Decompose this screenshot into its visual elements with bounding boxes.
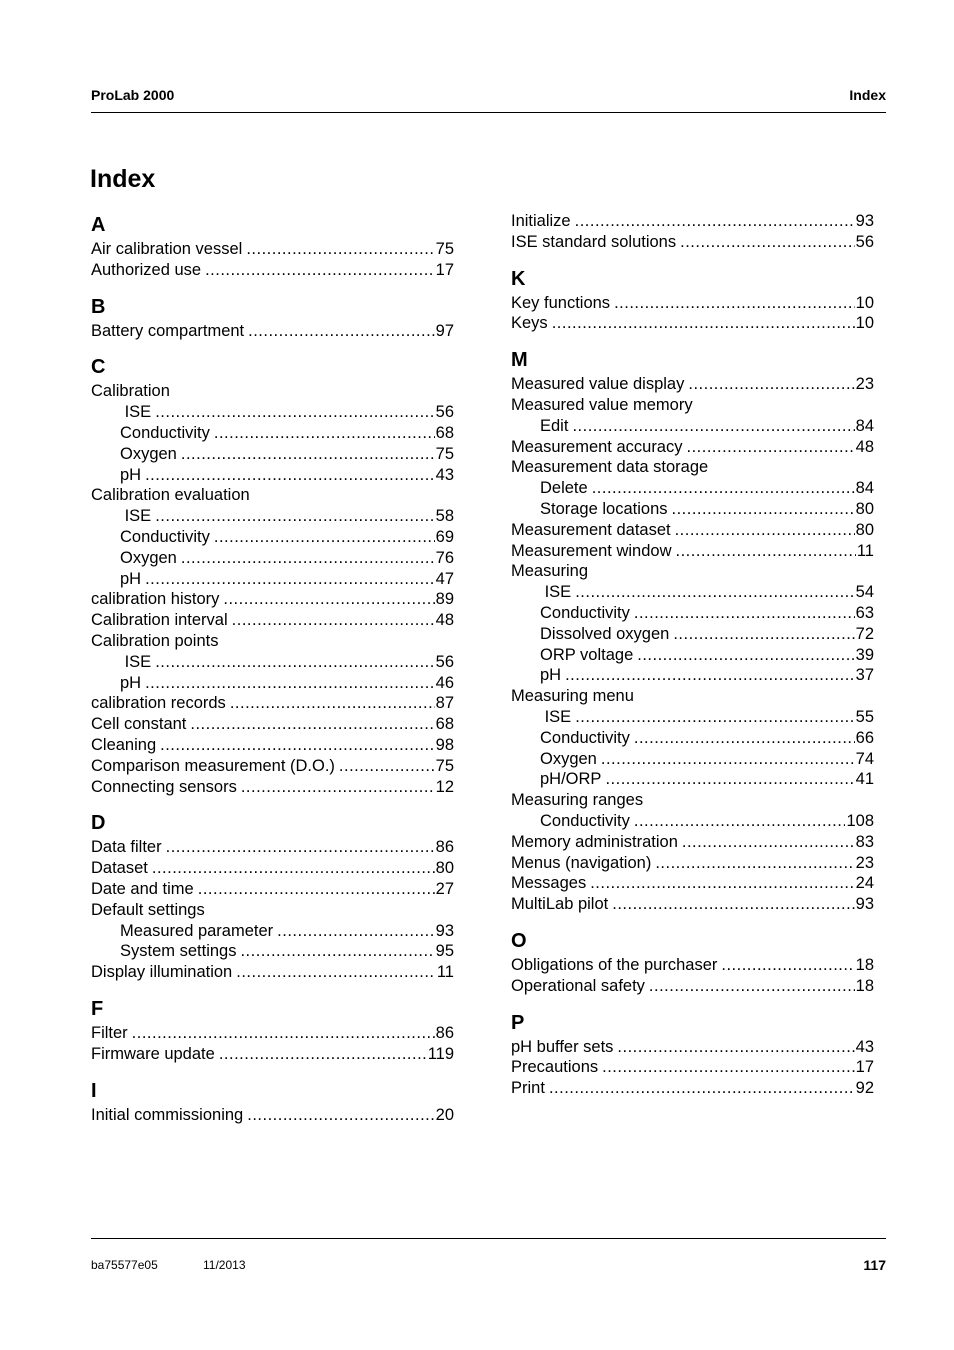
- index-entry: [91, 610, 454, 631]
- entry-term: Default settings: [91, 900, 205, 919]
- entry-page-number: 10: [855, 314, 874, 333]
- entry-page-number: 84: [855, 416, 874, 435]
- dot-leader: [673, 624, 854, 645]
- index-entry: [91, 858, 454, 879]
- dot-leader: [230, 693, 435, 714]
- entry-page-number: 72: [855, 624, 874, 643]
- entry-page-number: 108: [846, 811, 874, 830]
- entry-term: Initialize: [511, 212, 571, 230]
- index-entry: [511, 561, 874, 582]
- dot-leader: [181, 444, 435, 465]
- footer-rule: [91, 1238, 886, 1239]
- index-entry: [511, 1037, 874, 1058]
- dot-leader: [219, 1044, 427, 1065]
- entry-term: ISE: [540, 707, 572, 726]
- entry-term: Initial commissioning: [91, 1105, 244, 1124]
- index-entry: [511, 293, 874, 314]
- entry-term: ISE: [540, 583, 572, 602]
- footer-page-number: 117: [863, 1257, 886, 1273]
- index-entry: [511, 749, 874, 770]
- index-entry: [511, 1057, 874, 1078]
- entry-term: Display illumination: [91, 963, 233, 982]
- entry-term: pH: [120, 673, 142, 692]
- index-entry: [511, 457, 874, 478]
- entry-page-number: 69: [435, 527, 454, 546]
- entry-page-number: 27: [435, 879, 454, 898]
- entry-term: ORP voltage: [540, 645, 634, 664]
- entry-page-number: 20: [435, 1105, 454, 1124]
- entry-page-number: 17: [855, 1058, 874, 1077]
- entry-term: Menus (navigation): [511, 853, 652, 872]
- section-letter: M: [511, 349, 528, 372]
- entry-page-number: 10: [855, 293, 874, 312]
- dot-leader: [614, 293, 855, 314]
- dot-leader: [637, 645, 854, 666]
- dot-leader: [236, 962, 436, 983]
- index-entry: [511, 853, 874, 874]
- entry-page-number: 83: [855, 832, 874, 851]
- entry-page-number: 48: [435, 611, 454, 630]
- section-letter: D: [91, 812, 106, 835]
- entry-term: Precautions: [511, 1058, 599, 1077]
- dot-leader: [190, 714, 434, 735]
- entry-page-number: 92: [855, 1079, 874, 1098]
- header-product-name: ProLab 2000: [91, 87, 175, 103]
- index-entry: [91, 423, 454, 444]
- dot-leader: [145, 673, 435, 694]
- entry-term: MultiLab pilot: [511, 895, 609, 914]
- entry-page-number: 43: [855, 1037, 874, 1056]
- section-letter: O: [511, 929, 527, 952]
- entry-term: Measuring ranges: [511, 791, 644, 810]
- index-entry: [91, 1105, 454, 1126]
- index-entry: [511, 313, 874, 334]
- entry-page-number: 119: [427, 1044, 454, 1063]
- dot-leader: [688, 374, 854, 395]
- entry-term: Measurement dataset: [511, 520, 671, 539]
- entry-term: Data filter: [91, 838, 162, 857]
- index-entry: [91, 921, 454, 942]
- entry-term: Measured value memory: [511, 395, 693, 414]
- index-entry: [511, 541, 874, 562]
- index-entry: [91, 693, 454, 714]
- index-entry: [91, 589, 454, 610]
- entry-page-number: 47: [435, 569, 454, 588]
- entry-term: Cell constant: [91, 715, 187, 734]
- entry-page-number: 74: [855, 749, 874, 768]
- entry-term: calibration records: [91, 694, 226, 713]
- index-entry: [91, 900, 454, 921]
- entry-term: Conductivity: [120, 527, 210, 546]
- index-entry: [511, 645, 874, 666]
- entry-page-number: 68: [435, 423, 454, 442]
- dot-leader: [634, 811, 846, 832]
- entry-term: Calibration interval: [91, 611, 228, 630]
- index-column-left: [91, 211, 454, 1137]
- entry-page-number: 93: [855, 212, 874, 230]
- dot-leader: [155, 402, 434, 423]
- dot-leader: [246, 239, 434, 260]
- index-section: [91, 995, 454, 1065]
- entry-page-number: 58: [435, 507, 454, 526]
- header-section-name: Index: [849, 87, 886, 103]
- entry-page-number: 66: [855, 728, 874, 747]
- entry-page-number: 93: [435, 921, 454, 940]
- index-entry: [91, 548, 454, 569]
- section-letter: K: [511, 267, 526, 290]
- entry-page-number: 24: [855, 874, 874, 893]
- entry-page-number: 75: [435, 756, 454, 775]
- dot-leader: [205, 260, 435, 281]
- index-entry: [511, 478, 874, 499]
- dot-leader: [590, 873, 854, 894]
- entry-page-number: 43: [435, 465, 454, 484]
- index-entry: [91, 465, 454, 486]
- index-entry: [91, 239, 454, 260]
- entry-term: ISE: [120, 403, 152, 422]
- index-entry: [511, 790, 874, 811]
- index-column-right: [511, 211, 874, 1111]
- dot-leader: [721, 955, 854, 976]
- page-title: Index: [90, 165, 156, 193]
- entry-term: Messages: [511, 874, 587, 893]
- entry-page-number: 48: [855, 437, 874, 456]
- section-letter: C: [91, 356, 106, 379]
- dot-leader: [605, 769, 854, 790]
- entry-term: Key functions: [511, 293, 611, 312]
- entry-term: Measuring: [511, 562, 589, 581]
- entry-page-number: 23: [855, 375, 874, 394]
- entry-term: Print: [511, 1079, 545, 1098]
- index-entry: [511, 437, 874, 458]
- section-letter: P: [511, 1011, 525, 1034]
- dot-leader: [339, 756, 435, 777]
- index-entry: [91, 569, 454, 590]
- index-entry: [511, 894, 874, 915]
- dot-leader: [223, 589, 434, 610]
- index-section: [511, 346, 874, 915]
- entry-term: Keys: [511, 314, 548, 333]
- index-entry: [511, 769, 874, 790]
- index-entry: [511, 499, 874, 520]
- entry-page-number: 97: [435, 321, 454, 340]
- entry-term: Cleaning: [91, 735, 157, 754]
- index-entry: [511, 707, 874, 728]
- dot-leader: [634, 728, 855, 749]
- dot-leader: [248, 321, 435, 342]
- entry-page-number: 86: [435, 838, 454, 857]
- dot-leader: [592, 478, 855, 499]
- entry-term: Measured parameter: [120, 921, 274, 940]
- entry-term: Authorized use: [91, 260, 202, 279]
- entry-term: pH: [540, 666, 562, 685]
- dot-leader: [676, 541, 856, 562]
- index-section: [511, 927, 874, 997]
- entry-page-number: 86: [435, 1023, 454, 1042]
- entry-term: Measurement window: [511, 541, 672, 560]
- dot-leader: [575, 582, 854, 603]
- entry-term: Delete: [540, 479, 588, 498]
- entry-term: Obligations of the purchaser: [511, 955, 718, 974]
- entry-page-number: 56: [855, 232, 874, 251]
- entry-page-number: 75: [435, 240, 454, 258]
- index-entry: [511, 211, 874, 232]
- dot-leader: [601, 749, 855, 770]
- dot-leader: [152, 858, 435, 879]
- entry-term: ISE standard solutions: [511, 232, 677, 251]
- section-letter: A: [91, 214, 106, 236]
- index-entry: [91, 1044, 454, 1065]
- dot-leader: [634, 603, 855, 624]
- entry-page-number: 11: [856, 541, 874, 560]
- index-entry: [91, 402, 454, 423]
- index-entry: [91, 381, 454, 402]
- entry-term: Date and time: [91, 879, 194, 898]
- entry-page-number: 56: [435, 403, 454, 422]
- dot-leader: [572, 416, 854, 437]
- index-entry: [91, 735, 454, 756]
- index-section: [91, 211, 454, 281]
- index-entry: [511, 686, 874, 707]
- entry-page-number: 12: [435, 777, 454, 796]
- entry-term: Conductivity: [540, 811, 630, 830]
- entry-term: Measurement data storage: [511, 458, 709, 477]
- dot-leader: [612, 894, 854, 915]
- dot-leader: [602, 1057, 855, 1078]
- entry-term: Measuring menu: [511, 687, 634, 706]
- index-entry: [511, 416, 874, 437]
- entry-page-number: 39: [855, 645, 874, 664]
- dot-leader: [649, 976, 855, 997]
- index-entry: [511, 1078, 874, 1099]
- entry-page-number: 89: [435, 590, 454, 609]
- entry-page-number: 84: [855, 479, 874, 498]
- entry-page-number: 55: [855, 707, 874, 726]
- dot-leader: [155, 506, 434, 527]
- index-section: [91, 293, 454, 342]
- entry-term: pH/ORP: [540, 770, 602, 789]
- index-entry: [91, 941, 454, 962]
- entry-term: Battery compartment: [91, 321, 245, 340]
- dot-leader: [277, 921, 434, 942]
- section-letter: I: [91, 1079, 97, 1102]
- dot-leader: [655, 853, 854, 874]
- entry-page-number: 75: [435, 444, 454, 463]
- entry-term: System settings: [120, 942, 237, 961]
- section-letter: F: [91, 997, 104, 1020]
- dot-leader: [198, 879, 435, 900]
- entry-term: Measured value display: [511, 375, 685, 394]
- dot-leader: [145, 569, 435, 590]
- index-entry: [511, 976, 874, 997]
- entry-page-number: 68: [435, 715, 454, 734]
- dot-leader: [247, 1105, 434, 1126]
- entry-page-number: 63: [855, 603, 874, 622]
- index-entry: [91, 714, 454, 735]
- dot-leader: [682, 832, 855, 853]
- entry-term: Filter: [91, 1023, 128, 1042]
- index-entry: [91, 652, 454, 673]
- index-entry: [511, 832, 874, 853]
- dot-leader: [552, 313, 855, 334]
- footer-doc-code: ba75577e05: [91, 1258, 158, 1272]
- section-letter: B: [91, 295, 106, 318]
- index-entry: [511, 811, 874, 832]
- header-rule: [91, 112, 886, 113]
- index-entry: [511, 232, 874, 253]
- index-entry: [91, 777, 454, 798]
- entry-page-number: 41: [855, 770, 874, 789]
- index-entry: [91, 321, 454, 342]
- index-entry: [511, 520, 874, 541]
- index-entry: [511, 374, 874, 395]
- entry-term: Conductivity: [540, 728, 630, 747]
- index-entry: [91, 527, 454, 548]
- dot-leader: [166, 837, 435, 858]
- entry-term: Conductivity: [120, 423, 210, 442]
- dot-leader: [232, 610, 435, 631]
- index-entry: [91, 1023, 454, 1044]
- index-entry: [511, 395, 874, 416]
- index-entry: [91, 837, 454, 858]
- dot-leader: [214, 527, 435, 548]
- entry-term: pH: [120, 465, 142, 484]
- entry-term: pH: [120, 569, 142, 588]
- entry-page-number: 37: [855, 666, 874, 685]
- entry-term: Calibration evaluation: [91, 486, 250, 505]
- dot-leader: [565, 665, 855, 686]
- dot-leader: [160, 735, 435, 756]
- index-section: [511, 211, 874, 253]
- entry-page-number: 80: [855, 499, 874, 518]
- index-section: [91, 809, 454, 983]
- index-entry: [511, 873, 874, 894]
- index-entry: [91, 444, 454, 465]
- index-entry: [91, 485, 454, 506]
- entry-term: calibration history: [91, 590, 220, 609]
- dot-leader: [672, 499, 855, 520]
- entry-page-number: 80: [855, 520, 874, 539]
- index-entry: [511, 955, 874, 976]
- entry-term: Dissolved oxygen: [540, 624, 670, 643]
- index-section: [511, 1009, 874, 1099]
- entry-page-number: 54: [855, 583, 874, 602]
- dot-leader: [145, 465, 435, 486]
- index-entry: [91, 962, 454, 983]
- entry-page-number: 76: [435, 548, 454, 567]
- dot-leader: [214, 423, 435, 444]
- entry-page-number: 80: [435, 859, 454, 878]
- entry-term: Calibration: [91, 382, 170, 401]
- dot-leader: [549, 1078, 855, 1099]
- entry-page-number: 56: [435, 652, 454, 671]
- entry-term: Oxygen: [120, 548, 177, 567]
- index-entry: [91, 260, 454, 281]
- index-entry: [511, 582, 874, 603]
- entry-term: Conductivity: [540, 603, 630, 622]
- entry-term: Storage locations: [540, 499, 668, 518]
- dot-leader: [132, 1023, 435, 1044]
- index-entry: [91, 506, 454, 527]
- dot-leader: [241, 777, 435, 798]
- dot-leader: [155, 652, 434, 673]
- index-section: [511, 265, 874, 335]
- dot-leader: [240, 941, 434, 962]
- entry-term: Dataset: [91, 859, 148, 878]
- entry-term: Memory administration: [511, 832, 678, 851]
- entry-page-number: 18: [855, 976, 874, 995]
- entry-term: Air calibration vessel: [91, 240, 243, 258]
- entry-page-number: 17: [435, 260, 454, 279]
- dot-leader: [675, 520, 855, 541]
- entry-term: Comparison measurement (D.O.): [91, 756, 335, 775]
- index-entry: [511, 603, 874, 624]
- dot-leader: [575, 707, 854, 728]
- entry-term: Firmware update: [91, 1044, 215, 1063]
- index-entry: [91, 879, 454, 900]
- dot-leader: [181, 548, 435, 569]
- entry-term: Measurement accuracy: [511, 437, 683, 456]
- entry-term: Connecting sensors: [91, 777, 237, 796]
- index-entry: [511, 624, 874, 645]
- entry-term: Oxygen: [540, 749, 597, 768]
- entry-page-number: 46: [435, 673, 454, 692]
- footer-date: 11/2013: [203, 1258, 246, 1272]
- dot-leader: [575, 211, 855, 232]
- entry-page-number: 87: [435, 694, 454, 713]
- entry-term: Edit: [540, 416, 569, 435]
- dot-leader: [617, 1037, 854, 1058]
- entry-page-number: 98: [435, 735, 454, 754]
- index-section: [91, 353, 454, 797]
- entry-term: Calibration points: [91, 631, 219, 650]
- entry-page-number: 93: [855, 895, 874, 914]
- entry-page-number: 18: [855, 955, 874, 974]
- entry-term: Operational safety: [511, 976, 645, 995]
- index-entry: [91, 756, 454, 777]
- index-entry: [91, 631, 454, 652]
- index-entry: [511, 728, 874, 749]
- dot-leader: [687, 437, 855, 458]
- entry-term: pH buffer sets: [511, 1037, 614, 1056]
- dot-leader: [680, 232, 855, 253]
- entry-page-number: 95: [435, 942, 454, 961]
- index-entry: [511, 665, 874, 686]
- entry-page-number: 23: [855, 853, 874, 872]
- index-section: [91, 1077, 454, 1126]
- index-entry: [91, 673, 454, 694]
- entry-page-number: 11: [436, 963, 454, 982]
- entry-term: ISE: [120, 652, 152, 671]
- entry-term: Oxygen: [120, 444, 177, 463]
- entry-term: ISE: [120, 507, 152, 526]
